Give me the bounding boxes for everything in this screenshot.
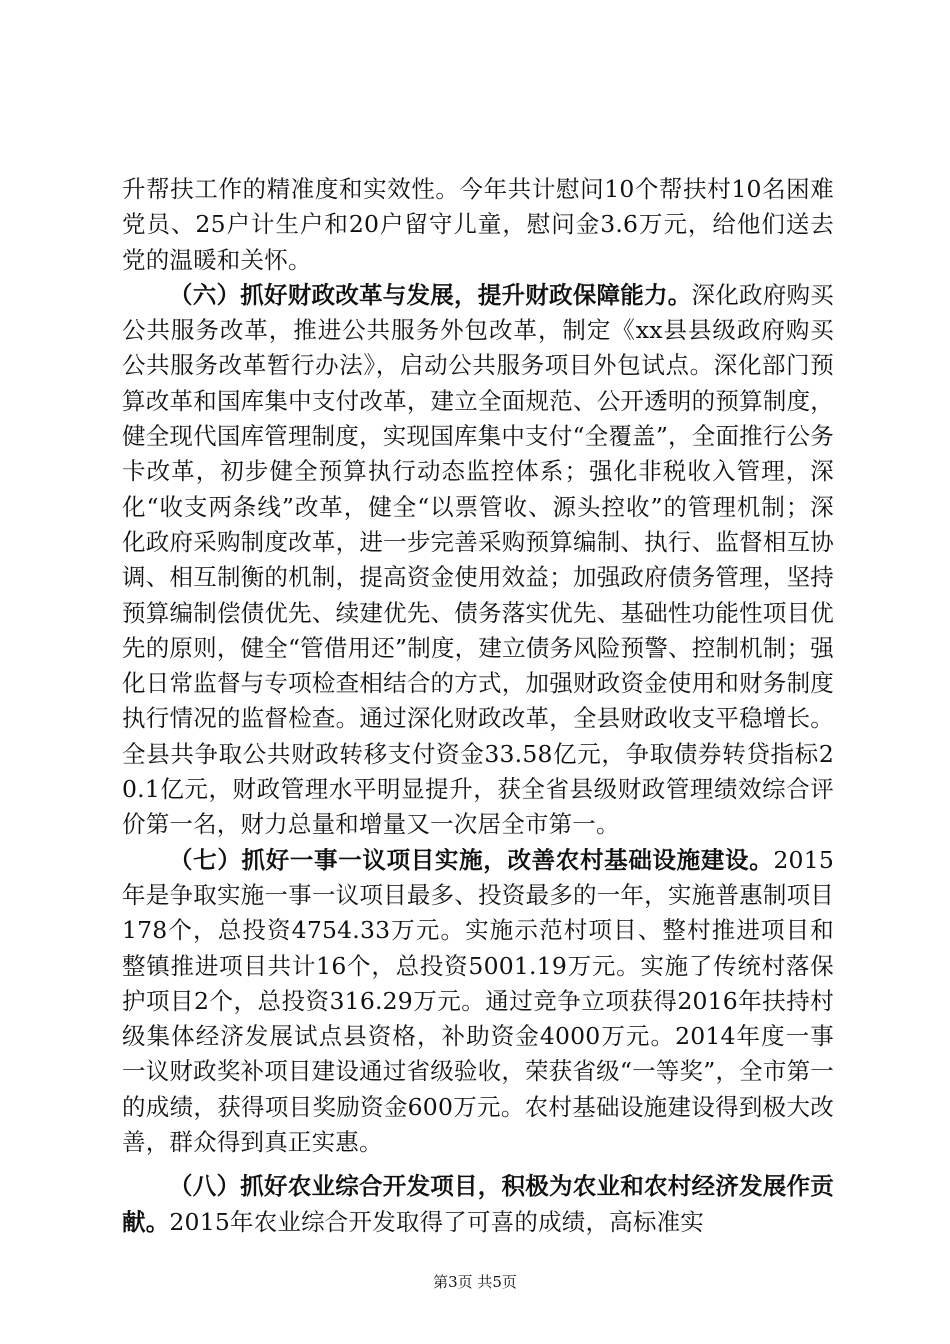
paragraph-section-8 — [122, 1169, 834, 1240]
paragraph-text: 2015年农业综合开发取得了可喜的成绩，高标准实 — [169, 1207, 705, 1236]
paragraph-section-6 — [122, 278, 834, 843]
page-number-footer: 第3页 共5页 — [433, 1273, 517, 1291]
paragraph-text: 2015年是争取实施一事一议项目最多、投资最多的一年，实施普惠制项目178个，总投资4754.33万元。实施示范村项目、整村推进项目和整镇推进项目共计16个，总投资5001.19万元。实施了传统村落保护项目2个，总投资316.29万元。通过竞争立项获得2016年扶持村级集体经济发展试点县资格，补助资金4000万元。2014年度一事一议财政奖补项目建设通过省级验收，荣获省级“一等奖”，全市第一的成绩，获得项目奖励资金600万元。农村基础设施建设得到极大改善，群众得到真正实惠。 — [122, 845, 834, 1157]
paragraph-section-7 — [122, 843, 834, 1161]
section-heading: （七）抓好一事一议项目实施，改善农村基础设施建设。 — [169, 845, 774, 874]
section-heading: （八）抓好农业综合开发项目，积极为农业和农村经济发展作贡献。 — [122, 1172, 834, 1236]
paragraph-text: 升帮扶工作的精准度和实效性。今年共计慰问10个帮扶村10名困难党员、25户计生户和20户留守儿童，慰问金3.6万元，给他们送去党的温暖和关怀。 — [122, 175, 834, 274]
paragraph-continued — [122, 172, 834, 278]
section-heading: （六）抓好财政改革与发展，提升财政保障能力。 — [169, 280, 692, 309]
paragraph-text: 深化政府购买公共服务改革，推进公共服务外包改革，制定《xx县县级政府购买公共服务改革暂行办法》，启动公共服务项目外包试点。深化部门预算改革和国库集中支付改革，建立全面规范、公开透明的预算制度，健全现代国库管理制度，实现国库集中支付“全覆盖”，全面推行公务卡改革，初步健全预算执行动态监控体系；强化非税收入管理，深化“收支两条线”改革，健全“以票管收、源头控收”的管理机制；深化政府采购制度改革，进一步完善采购预算编制、执行、监督相互协调、相互制衡的机制，提高资金使用效益；加强政府债务管理，坚持预算编制偿债优先、续建优先、债务落实优先、基础性功能性项目优先的原则，健全“管借用还”制度，建立债务风险预警、控制机制；强化日常监督与专项检查相结合的方式，加强财政资金使用和财务制度执行情况的监督检查。通过深化财政改革，全县财政收支平稳增长。全县共争取公共财政转移支付资金33.58亿元，争取债券转贷指标20.1亿元，财政管理水平明显提升，获全省县级财政管理绩效综合评价第一名，财力总量和增量又一次居全市第一。 — [122, 280, 835, 839]
document-body — [122, 172, 834, 1240]
